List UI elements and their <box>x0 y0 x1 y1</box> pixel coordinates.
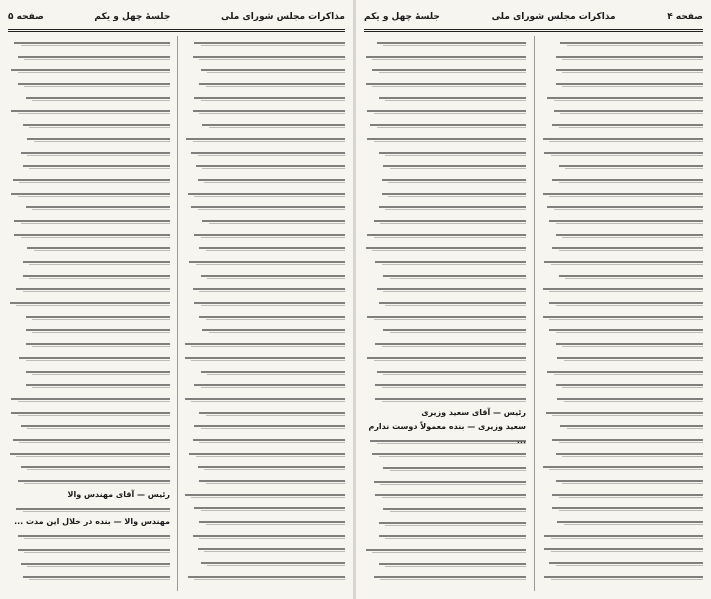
text-line <box>364 36 526 50</box>
text-line <box>364 241 526 255</box>
header-rule <box>364 29 703 30</box>
text-line <box>541 282 703 296</box>
text-line <box>8 146 170 160</box>
text-line <box>541 91 703 105</box>
text-line <box>183 118 345 132</box>
text-line <box>541 323 703 337</box>
text-line <box>183 556 345 570</box>
text-column-left <box>8 36 170 591</box>
text-line <box>183 323 345 337</box>
text-line <box>8 502 170 516</box>
right-page-header <box>364 6 703 28</box>
text-line <box>183 50 345 64</box>
text-line <box>364 214 526 228</box>
text-line <box>8 77 170 91</box>
text-line <box>8 447 170 461</box>
text-line <box>183 337 345 351</box>
text-line <box>364 365 526 379</box>
text-line <box>8 460 170 474</box>
text-line <box>8 214 170 228</box>
text-line <box>541 36 703 50</box>
text-line <box>183 282 345 296</box>
header-rule <box>364 31 703 32</box>
text-line <box>8 173 170 187</box>
text-line <box>364 255 526 269</box>
text-line <box>364 570 526 584</box>
text-line <box>364 378 526 392</box>
text-line <box>364 516 526 530</box>
text-line <box>183 529 345 543</box>
text-line <box>364 337 526 351</box>
text-line <box>183 91 345 105</box>
text-line <box>183 77 345 91</box>
text-line <box>183 378 345 392</box>
text-column-left <box>364 36 526 591</box>
text-line <box>183 214 345 228</box>
text-line <box>541 337 703 351</box>
text-line <box>8 419 170 433</box>
text-line <box>8 50 170 64</box>
text-line <box>364 282 526 296</box>
text-line <box>364 461 526 475</box>
text-line <box>541 200 703 214</box>
text-line <box>8 310 170 324</box>
text-line <box>183 419 345 433</box>
text-line <box>8 406 170 420</box>
text-line <box>364 132 526 146</box>
text-line <box>364 502 526 516</box>
text-line <box>8 474 170 488</box>
text-line <box>183 269 345 283</box>
text-line <box>183 570 345 584</box>
text-line <box>8 543 170 557</box>
text-line <box>8 323 170 337</box>
text-line <box>541 392 703 406</box>
text-line <box>8 433 170 447</box>
text-line <box>364 63 526 77</box>
session-title: جلسهٔ چهل و یکم <box>364 12 440 22</box>
gazette-title: مذاکرات مجلس شورای ملی <box>220 12 345 22</box>
text-line <box>541 515 703 529</box>
text-line <box>364 543 526 557</box>
text-line <box>541 255 703 269</box>
text-line <box>541 501 703 515</box>
text-line <box>364 104 526 118</box>
text-line <box>541 173 703 187</box>
text-line <box>364 269 526 283</box>
text-line <box>541 269 703 283</box>
text-line <box>183 310 345 324</box>
text-line <box>8 296 170 310</box>
text-line <box>541 474 703 488</box>
text-line <box>183 351 345 365</box>
text-line <box>364 351 526 365</box>
text-line <box>8 255 170 269</box>
text-line <box>541 50 703 64</box>
text-line <box>541 77 703 91</box>
text-line <box>183 36 345 50</box>
text-line <box>183 173 345 187</box>
page-number: صفحه ۴ <box>667 12 703 22</box>
text-line <box>183 159 345 173</box>
text-line <box>183 365 345 379</box>
text-line <box>183 255 345 269</box>
text-line <box>541 433 703 447</box>
text-column-right <box>541 36 703 591</box>
page-number: صفحه ۵ <box>8 12 44 22</box>
text-line <box>364 475 526 489</box>
text-line <box>364 159 526 173</box>
text-line <box>541 296 703 310</box>
text-line <box>183 542 345 556</box>
text-line <box>8 228 170 242</box>
text-line <box>364 91 526 105</box>
text-line <box>364 447 526 461</box>
text-line <box>541 132 703 146</box>
text-line <box>364 187 526 201</box>
right-page <box>356 0 711 599</box>
text-line <box>183 200 345 214</box>
left-page <box>0 0 353 599</box>
text-line <box>541 63 703 77</box>
left-page-header <box>8 6 345 28</box>
text-line <box>183 146 345 160</box>
text-line <box>364 228 526 242</box>
text-line <box>183 187 345 201</box>
text-line <box>541 447 703 461</box>
text-line <box>541 159 703 173</box>
text-line <box>8 378 170 392</box>
text-line <box>541 542 703 556</box>
text-line <box>541 118 703 132</box>
text-line <box>541 310 703 324</box>
text-line <box>541 351 703 365</box>
text-line <box>8 557 170 571</box>
text-line <box>541 214 703 228</box>
text-line <box>183 474 345 488</box>
text-line <box>364 392 526 406</box>
text-line <box>364 173 526 187</box>
text-line <box>183 228 345 242</box>
text-line <box>541 378 703 392</box>
text-line <box>8 392 170 406</box>
text-line <box>541 241 703 255</box>
text-line <box>8 118 170 132</box>
text-line <box>8 91 170 105</box>
text-line <box>364 434 526 448</box>
gazette-title: مذاکرات مجلس شورای ملی <box>491 12 616 22</box>
text-line <box>183 488 345 502</box>
text-line <box>541 488 703 502</box>
text-line <box>8 529 170 543</box>
text-line <box>183 515 345 529</box>
text-line <box>8 36 170 50</box>
speaker-heading: مهندس والا — بنده در خلال این مدت ... <box>14 517 170 527</box>
text-line <box>364 310 526 324</box>
text-column-right <box>183 36 345 591</box>
text-line <box>8 159 170 173</box>
text-line <box>183 460 345 474</box>
text-line <box>364 296 526 310</box>
text-line <box>183 406 345 420</box>
text-line <box>364 200 526 214</box>
text-line <box>541 419 703 433</box>
speaker-heading: رئیس — آقای مهندس والا <box>67 489 170 499</box>
text-line <box>364 488 526 502</box>
text-line <box>541 570 703 584</box>
column-divider <box>177 36 178 591</box>
text-line <box>183 447 345 461</box>
header-rule <box>8 29 345 30</box>
session-title: جلسهٔ چهل و یکم <box>94 12 171 22</box>
text-line <box>183 433 345 447</box>
text-line <box>183 392 345 406</box>
text-line <box>183 241 345 255</box>
column-divider <box>534 36 535 591</box>
text-line <box>8 351 170 365</box>
text-line <box>8 269 170 283</box>
text-line <box>364 323 526 337</box>
text-line <box>364 529 526 543</box>
text-line <box>8 570 170 584</box>
text-line <box>541 146 703 160</box>
speaker-heading: سعید وزیری — بنده معمولاً دوست ندارم <box>368 421 526 431</box>
text-line <box>8 365 170 379</box>
header-rule <box>8 31 345 32</box>
text-line <box>541 365 703 379</box>
text-line <box>364 557 526 571</box>
text-line <box>8 63 170 77</box>
text-line <box>364 118 526 132</box>
text-line <box>183 63 345 77</box>
text-line <box>541 187 703 201</box>
text-line <box>541 228 703 242</box>
text-line <box>8 241 170 255</box>
text-line <box>183 132 345 146</box>
text-line <box>8 104 170 118</box>
text-line <box>541 460 703 474</box>
text-line <box>364 77 526 91</box>
text-line <box>183 296 345 310</box>
text-line <box>364 50 526 64</box>
text-line <box>183 501 345 515</box>
text-line <box>183 104 345 118</box>
text-line <box>541 406 703 420</box>
text-line <box>364 146 526 160</box>
text-line <box>541 529 703 543</box>
text-line <box>541 104 703 118</box>
text-line <box>8 187 170 201</box>
text-line <box>8 282 170 296</box>
text-line <box>8 200 170 214</box>
text-line <box>8 337 170 351</box>
text-line <box>541 556 703 570</box>
text-line <box>8 132 170 146</box>
speaker-heading: رئیس — آقای سعید وزیری <box>421 407 526 417</box>
